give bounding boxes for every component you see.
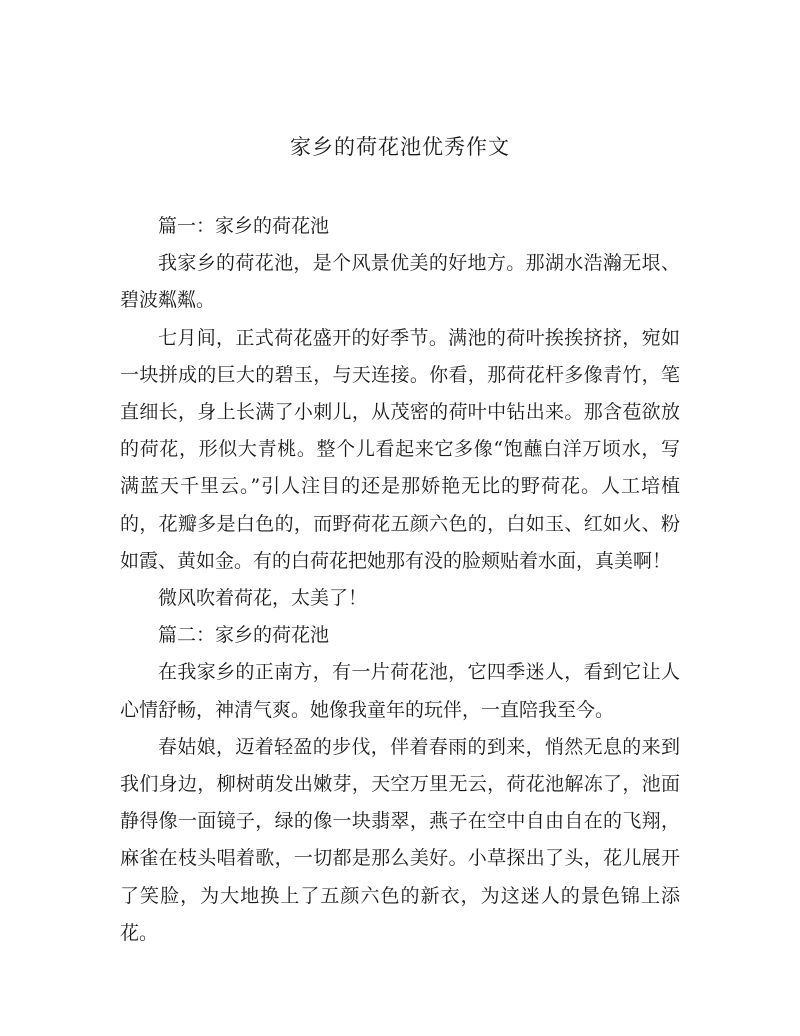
document-body [120,208,680,952]
paragraph-5: 春姑娘，迈着轻盈的步伐，伴着春雨的到来，悄然无息的来到我们身边，柳树萌发出嫩芽，天空万里无云，荷花池解冻了，池面静得像一面镜子，绿的像一块翡翠，燕子在空中自由自在的飞翔，麻雀在枝头唱着歌，一切都是那么美好。小草探出了头，花儿展开了笑脸，为大地换上了五颜六色的新衣，为这迷人的景色锦上添花。 [120,735,680,944]
paragraph-4: 在我家乡的正南方，有一片荷花池，它四季迷人，看到它让人心情舒畅，神清气爽。她像我童年的玩伴，一直陪我至今。 [120,661,680,721]
section-heading-2: 篇二：家乡的荷花池 [158,624,330,647]
section-heading-1: 篇一：家乡的荷花池 [158,215,330,237]
document-title: 家乡的荷花池优秀作文 [290,135,510,159]
paragraph-3: 微风吹着荷花，太美了！ [158,587,368,610]
paragraph-1: 我家乡的荷花池，是个风景优美的好地方。那湖水浩瀚无垠、碧波粼粼。 [120,252,680,312]
paragraph-2: 七月间，正式荷花盛开的好季节。满池的荷叶挨挨挤挤，宛如一块拼成的巨大的碧玉，与天连接。你看，那荷花杆多像青竹，笔直细长，身上长满了小刺儿，从茂密的荷叶中钻出来。那含苞欲放的荷花，形似大青桃。整个儿看起来它多像“饱蘸白洋万顷水，写满蓝天千里云。”引人注目的还是那娇艳无比的野荷花。人工培植的，花瓣多是白色的，而野荷花五颜六色的，白如玉、红如火、粉如霞、黄如金。有的白荷花把她那有没的脸颊贴着水面，真美啊！ [120,326,680,572]
